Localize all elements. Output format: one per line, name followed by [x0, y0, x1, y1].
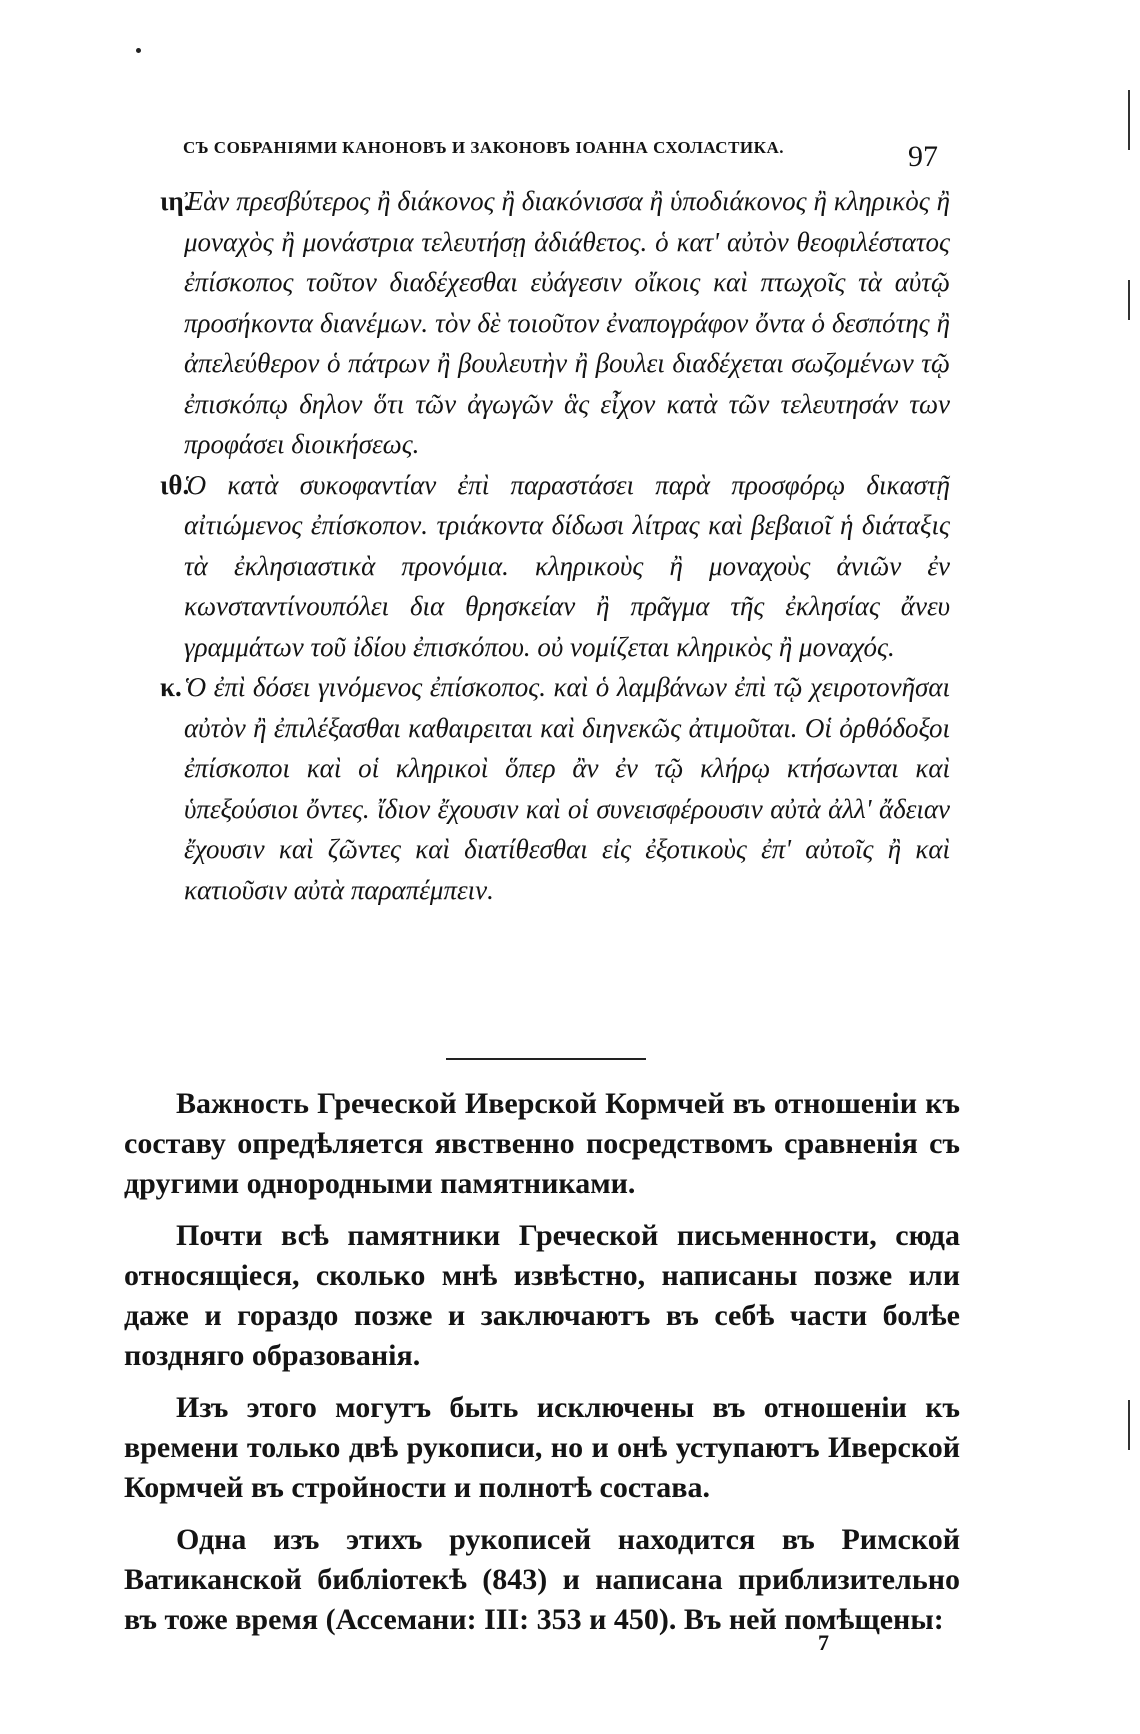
section-divider: [446, 1058, 646, 1060]
entry-text: Ἐὰν πρεσβύτερος ἢ διάκονος ἢ διακόνισσα ἢ ὑποδιάκονος ἢ κληρικὸς ἢ μοναχὸς ἢ μονάστρια τελευτήσῃ ἀδιάθετος. ὁ κατ' αὐτὸν θεοφιλέστατος ἐπίσκοπος τοῦτον διαδέχεσθαι εὐάγεσιν οἴκοις καὶ πτωχοῖς τὰ αὐτῷ προσήκοντα διανέμων. τὸν δὲ τοιοῦτον ἐναπογράφον ὄντα ὁ δεσπότης ἢ ἀπελεύθερον ὁ πάτρων ἢ βουλευτὴν ἢ βουλει διαδέχεται σωζομένων τῷ ἐπισκόπῳ δηλον ὅτι τῶν ἀγωγῶν ἃς εἶχον κατὰ τῶν τελευτησάν των προφάσει διοικήσεως.: [184, 186, 950, 459]
entry-number: ιθ.: [160, 469, 190, 500]
entry-text: Ὁ κατὰ συκοφαντίαν ἐπὶ παραστάσει παρὰ προσφόρῳ δικαστῇ αἰτιώμενος ἐπίσκοπον. τριάκοντα δίδωσι λίτρας καὶ βεβαιοῖ ἡ διάταξις τὰ ἐκλησιαστικὰ προνόμια. κληρικοὺς ἢ μοναχοὺς ἀνιῶν ἐν κωνσταντίνουπόλει δια θρησκείαν ἢ πρᾶγμα τῆς ἐκλησίας ἄνευ γραμμάτων τοῦ ἰδίου ἐπισκόπου. οὐ νομίζεται κληρικὸς ἢ μοναχός.: [184, 469, 950, 662]
ink-dot: [136, 48, 141, 53]
signature-mark: 7: [818, 1630, 829, 1655]
paragraph: Изъ этого могутъ быть исключены въ отношеніи къ времени только двѣ рукописи, но и онѣ уступаютъ Иверской Кормчей въ стройности и полнотѣ состава.: [124, 1391, 960, 1504]
entry-number: ιη.: [160, 186, 191, 216]
entry-number: κ.: [160, 672, 182, 702]
paragraph: Почти всѣ памятники Греческой письменности, сюда относящіеся, сколько мнѣ извѣстно, написаны позже или даже и гораздо позже и заключаютъ въ себѣ части болѣе поздняго образованія.: [124, 1219, 960, 1372]
page-edge-mark: [1128, 1400, 1130, 1450]
page-edge-mark: [1128, 280, 1130, 320]
russian-text-block: [124, 1084, 960, 1652]
page-number: 97: [908, 140, 938, 173]
greek-entry: [160, 181, 950, 465]
paragraph: Важность Греческой Иверской Кормчей въ отношеніи къ составу опредѣляется явственно посредствомъ сравненія съ другими однородными памятниками.: [124, 1087, 960, 1200]
greek-entry: [160, 667, 950, 910]
greek-text-block: [160, 181, 950, 910]
greek-entry: [160, 465, 950, 668]
running-header: СЪ СОБРАНІЯМИ КАНОНОВЪ И ЗАКОНОВЪ ІОАННА СХОЛАСТИКА.: [183, 138, 785, 157]
page-edge-mark: [1128, 90, 1130, 150]
paragraph: Одна изъ этихъ рукописей находится въ Римской Ватиканской библіотекѣ (843) и написана приблизительно въ тоже время (Ассемани: III: 353 и 450). Въ ней помѣщены:: [124, 1523, 960, 1636]
entry-text: Ὁ ἐπὶ δόσει γινόμενος ἐπίσκοπος. καὶ ὁ λαμβάνων ἐπὶ τῷ χειροτονῆσαι αὐτὸν ἢ ἐπιλέξασθαι καθαιρειται καὶ διηνεκῶς ἀτιμοῦται. Οἱ ὀρθόδοξοι ἐπίσκοποι καὶ οἱ κληρικοὶ ὅπερ ἂν ἐν τῷ κλήρῳ κτήσωνται καὶ ὑπεξούσιοι ὄντες. ἴδιον ἔχουσιν καὶ οἱ συνεισφέρουσιν αὐτὰ ἀλλ' ἄδειαν ἔχουσιν καὶ ζῶντες καὶ διατίθεσθαι εἰς ἐξοτικοὺς ἐπ' αὐτοῖς ἢ καὶ κατιοῦσιν αὐτὰ παραπέμπειν.: [184, 672, 950, 905]
